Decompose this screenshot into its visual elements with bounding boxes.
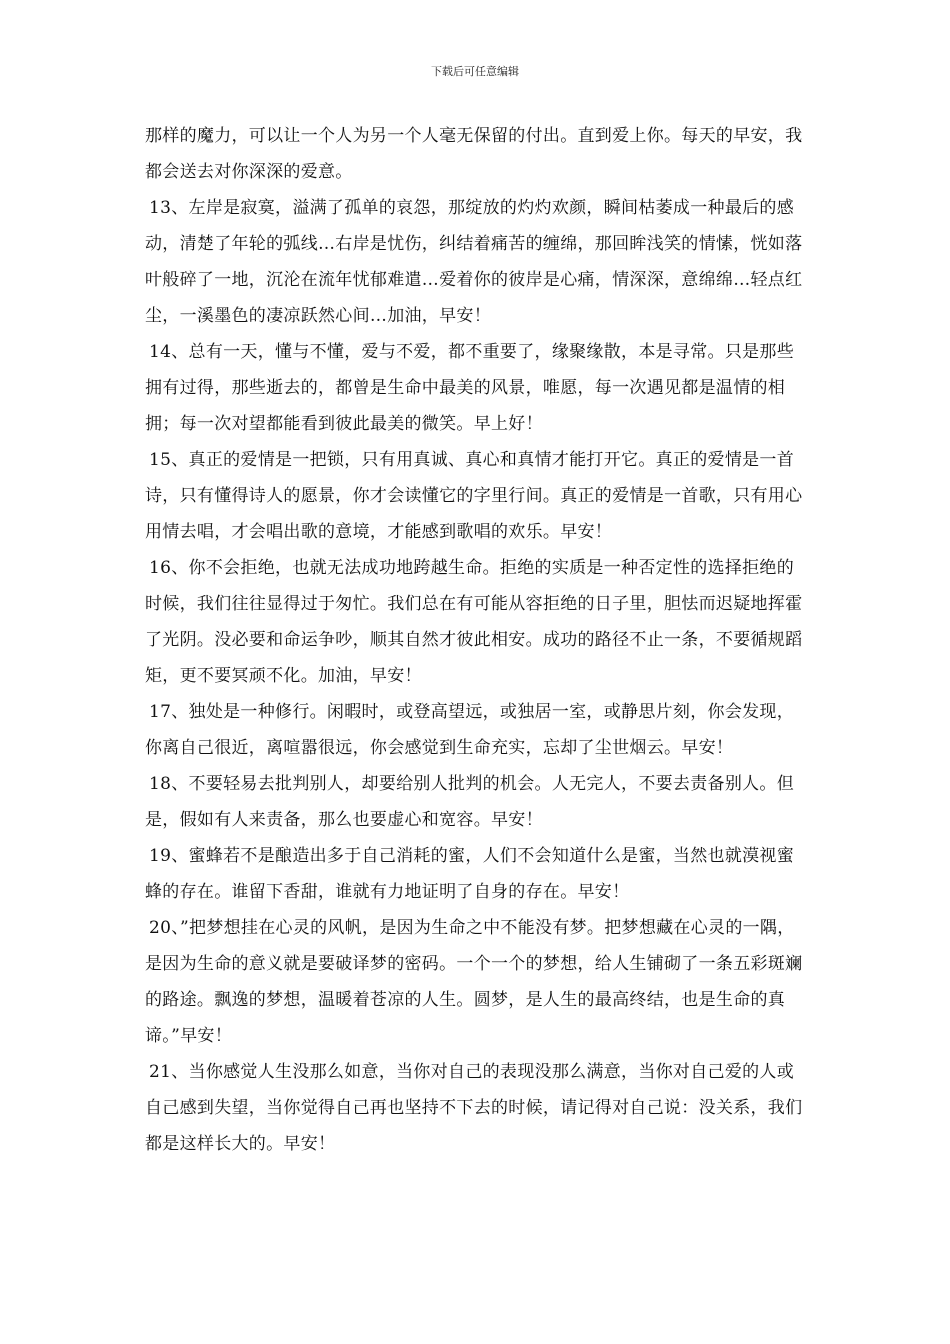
- paragraph-16: 16、你不会拒绝，也就无法成功地跨越生命。拒绝的实质是一种否定性的选择拒绝的时候，我们往往显得过于匆忙。我们总在有可能从容拒绝的日子里，胆怯而迟疑地挥霍了光阴。没必要和命运争吵，顺其自然才彼此相安。成功的路径不止一条，不要循规蹈矩，更不要冥顽不化。加油，早安！: [145, 558, 803, 686]
- paragraph-14: 14、总有一天，懂与不懂，爱与不爱，都不重要了，缘聚缘散，本是寻常。只是那些拥有过得，那些逝去的，都曾是生命中最美的风景，唯愿，每一次遇见都是温情的相拥；每一次对望都能看到彼此最美的微笑。早上好！: [145, 342, 795, 434]
- paragraph-continuation: 那样的魔力，可以让一个人为另一个人毫无保留的付出。直到爱上你。每天的早安，我都会送去对你深深的爱意。: [145, 126, 803, 182]
- paragraph-21: 21、当你感觉人生没那么如意，当你对自己的表现没那么满意，当你对自己爱的人或自己感到失望，当你觉得自己再也坚持不下去的时候，请记得对自己说：没关系，我们都是这样长大的。早安！: [145, 1062, 803, 1154]
- document-body: [145, 118, 807, 1162]
- paragraph-17: 17、独处是一种修行。闲暇时，或登高望远，或独居一室，或静思片刻，你会发现，你离自己很近，离喧嚣很远，你会感觉到生命充实，忘却了尘世烟云。早安！: [145, 702, 795, 758]
- page-header: 下载后可任意编辑: [431, 65, 519, 78]
- paragraph-13: 13、左岸是寂寞，溢满了孤单的哀怨，那绽放的灼灼欢颜，瞬间枯萎成一种最后的感动，清楚了年轮的弧线…右岸是忧伤，纠结着痛苦的缠绵，那回眸浅笑的情愫，恍如落叶般碎了一地，沉沦在流年忧郁难遣…爱着你的彼岸是心痛，情深深，意绵绵…轻点红尘，一溪墨色的凄凉跃然心间…加油，早安！: [145, 198, 803, 326]
- paragraph-15: 15、真正的爱情是一把锁，只有用真诚、真心和真情才能打开它。真正的爱情是一首诗，只有懂得诗人的愿景，你才会读懂它的字里行间。真正的爱情是一首歌，只有用心用情去唱，才会唱出歌的意境，才能感到歌唱的欢乐。早安！: [145, 450, 803, 542]
- paragraph-18: 18、不要轻易去批判别人，却要给别人批判的机会。人无完人，不要去责备别人。但是，假如有人来责备，那么也要虚心和宽容。早安！: [145, 774, 795, 830]
- paragraph-20: 20、”把梦想挂在心灵的风帆，是因为生命之中不能没有梦。把梦想藏在心灵的一隅，是因为生命的意义就是要破译梦的密码。一个一个的梦想，给人生铺砌了一条五彩斑斓的路途。飘逸的梦想，温暖着苍凉的人生。圆梦，是人生的最高终结，也是生命的真谛。”早安！: [145, 918, 803, 1046]
- paragraph-19: 19、蜜蜂若不是酿造出多于自己消耗的蜜，人们不会知道什么是蜜，当然也就漠视蜜蜂的存在。谁留下香甜，谁就有力地证明了自身的存在。早安！: [145, 846, 795, 902]
